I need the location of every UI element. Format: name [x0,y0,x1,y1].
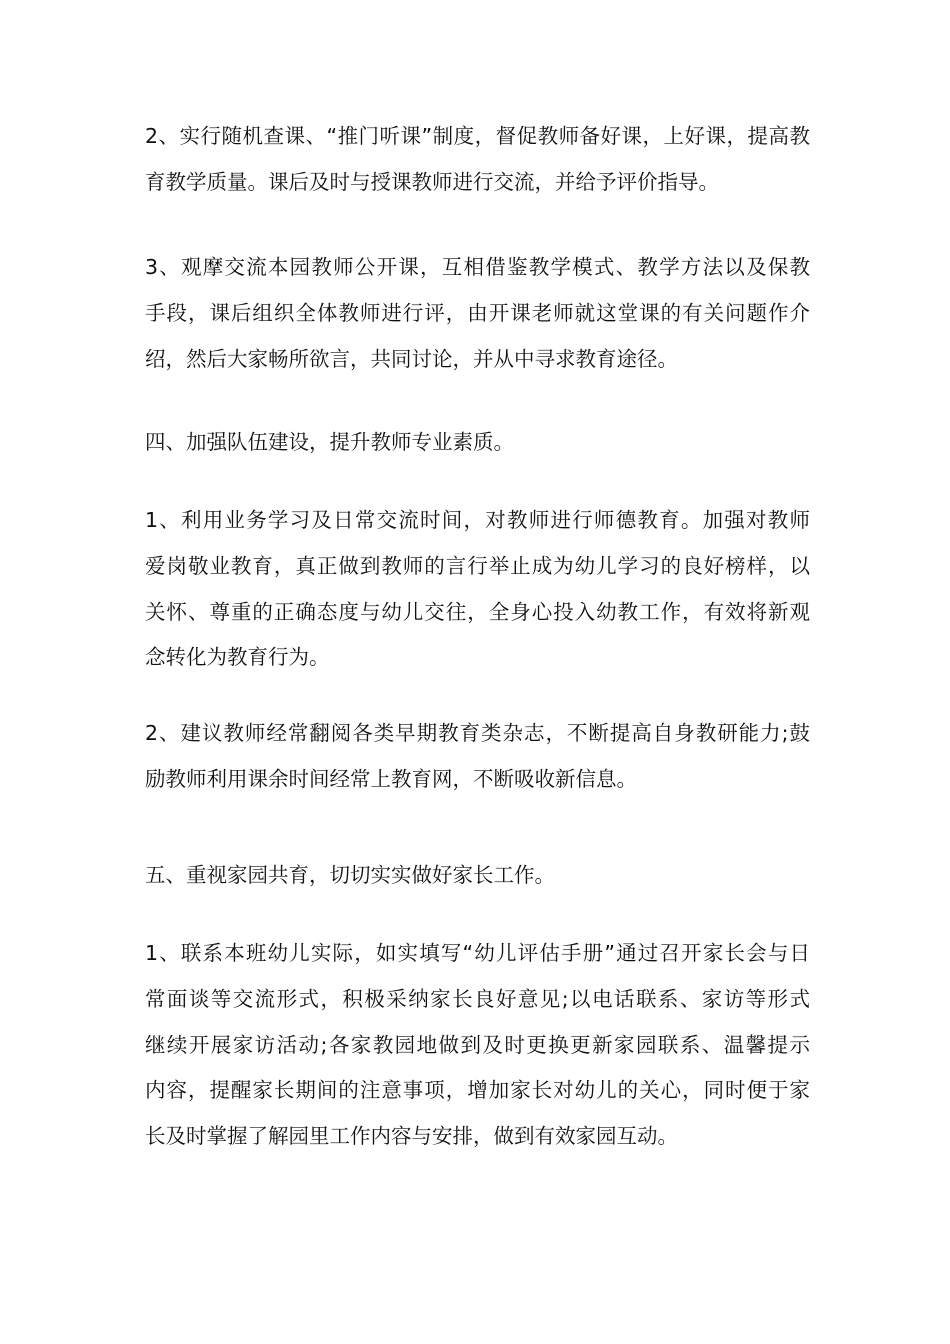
paragraph-course-inspection [145,114,810,206]
text-line: 2、建议教师经常翻阅各类早期教育类杂志，不断提高自身教研能力;鼓 [145,721,810,745]
text-line: 五、重视家园共育，切切实实做好家长工作。 [145,863,555,887]
text-line: 2、实行随机查课、“推门听课”制度，督促教师备好课，上好课，提高教 [145,124,810,148]
paragraph-reading-suggestion [145,711,810,803]
text-line: 育教学质量。课后及时与授课教师进行交流，并给予评价指导。 [145,169,719,194]
text-line: 手段，课后组织全体教师进行评，由开课老师就这堂课的有关问题作介 [145,300,810,325]
text-line: 念转化为教育行为。 [145,645,330,670]
text-line: 爱岗敬业教育，真正做到教师的言行举止成为幼儿学习的良好榜样，以 [145,553,810,578]
text-line: 关怀、尊重的正确态度与幼儿交往，全身心投入幼教工作，有效将新观 [145,599,810,624]
text-line: 1、联系本班幼儿实际，如实填写“幼儿评估手册”通过召开家长会与日 [145,941,810,965]
section-heading-home-school [145,853,810,899]
text-line: 绍，然后大家畅所欲言，共同讨论，并从中寻求教育途径。 [145,346,678,371]
paragraph-open-class-observation [145,245,810,382]
text-line: 四、加强队伍建设，提升教师专业素质。 [145,430,514,454]
paragraph-teacher-ethics [145,498,810,681]
text-line: 1、利用业务学习及日常交流时间，对教师进行师德教育。加强对教师 [145,508,810,532]
text-line: 继续开展家访活动;各家教园地做到及时更换更新家园联系、温馨提示 [145,1032,810,1057]
text-line: 励教师利用课余时间经常上教育网，不断吸收新信息。 [145,766,637,791]
section-heading-team-building [145,420,810,466]
text-line: 长及时掌握了解园里工作内容与安排，做到有效家园互动。 [145,1124,678,1149]
paragraph-parent-work [145,931,810,1160]
text-line: 常面谈等交流形式，积极采纳家长良好意见;以电话联系、家访等形式 [145,986,810,1011]
text-line: 内容，提醒家长期间的注意事项，增加家长对幼儿的关心，同时便于家 [145,1078,810,1103]
text-line: 3、观摩交流本园教师公开课，互相借鉴教学模式、教学方法以及保教 [145,255,810,279]
